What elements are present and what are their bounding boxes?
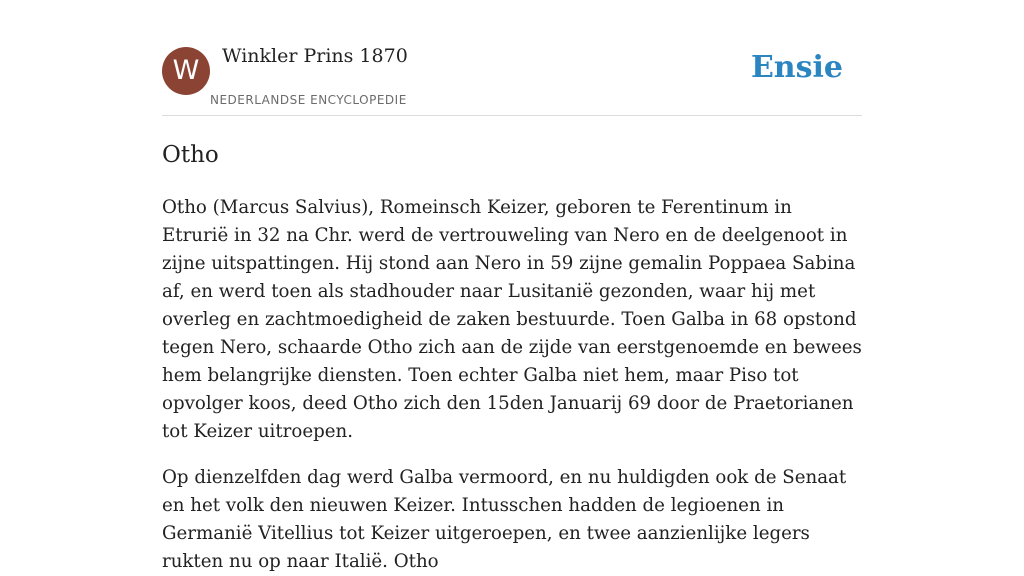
article-title: Otho [162, 142, 219, 168]
article-paragraph: Otho (Marcus Salvius), Romeinsch Keizer, geboren te Ferentinum in Etrurië in 32 na Chr. werd de vertrouweling van Nero en de deelgenoot in zijne uitspattingen. Hij stond aan Nero in 59 zijne gemalin Poppaea Sabina af, en werd toen als stadhouder naar Lusitanië gezonden, waar hij met overleg en zachtmoedigheid de zaken bestuurde. Toen Galba in 68 opstond tegen Nero, schaarde Otho zich aan de zijde van eerstgenoemde en bewees hem belangrijke diensten. Toen echter Galba niet hem, maar Piso tot opvolger koos, deed Otho zich den 15den Januarij 69 door de Praetorianen tot Keizer uitroepen. [162, 197, 862, 442]
site-header [162, 0, 862, 116]
content-container [162, 0, 862, 576]
source-title-link[interactable]: Winkler Prins 1870 [222, 45, 408, 67]
brand-logo-link[interactable]: Ensie [750, 50, 843, 85]
article-paragraph: Op dienzelfden dag werd Galba vermoord, en nu huldigden ook de Senaat en het volk den nieuwen Keizer. Intusschen hadden de legioenen in Germanië Vitellius tot Keizer uitgeroepen, en twee aanzienlijke legers rukten nu op naar Italië. Otho [162, 467, 847, 572]
source-subtitle: NEDERLANDSE ENCYCLOPEDIE [210, 93, 407, 107]
article [162, 140, 862, 576]
source-avatar[interactable]: W [162, 47, 210, 95]
